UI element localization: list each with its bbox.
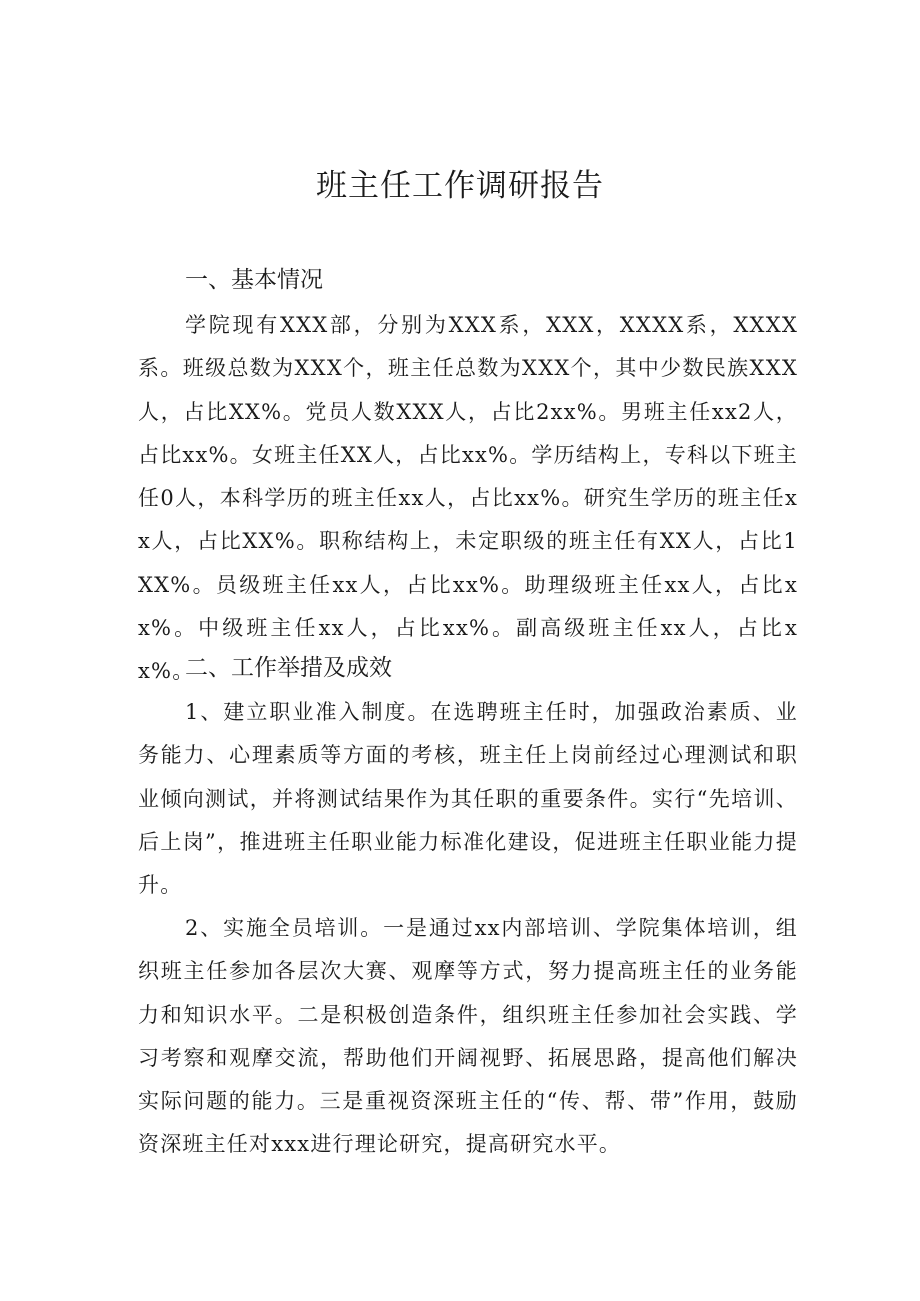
- section-heading-measures: 二、工作举措及成效: [185, 655, 392, 681]
- paragraph-full-staff-training: 2、实施全员培训。一是通过xx内部培训、学院集体培训，组织班主任参加各层次大赛、观摩等方式，努力提高班主任的业务能力和知识水平。二是积极创造条件，组织班主任参加社会实践、学习考察和观摩交流，帮助他们开阔视野、拓展思路，提高他们解决实际问题的能力。三是重视资深班主任的“传、帮、带”作用，鼓励资深班主任对xxx进行理论研究，提高研究水平。: [138, 916, 798, 1157]
- page-title: 班主任工作调研报告: [316, 168, 604, 204]
- section-heading-basic-situation: 一、基本情况: [185, 267, 323, 293]
- paragraph-basic-situation: 学院现有XXX部，分别为XXX系，XXX，XXXX系，XXXX系。班级总数为XXX个，班主任总数为XXX个，其中少数民族XXX人，占比XX%。党员人数XXX人，占比2xx%。男班主任xx2人，占比xx%。女班主任XX人，占比xx%。学历结构上，专科以下班主任0人，本科学历的班主任xx人，占比xx%。研究生学历的班主任xx人，占比XX%。职称结构上，未定职级的班主任有XX人，占比1XX%。员级班主任xx人，占比xx%。助理级班主任xx人，占比xx%。中级班主任xx人，占比xx%。副高级班主任xx人，占比xx%。: [138, 313, 799, 684]
- paragraph-career-access-system: 1、建立职业准入制度。在选聘班主任时，加强政治素质、业务能力、心理素质等方面的考核，班主任上岗前经过心理测试和职业倾向测试，并将测试结果作为其任职的重要条件。实行“先培训、后上岗”，推进班主任职业能力标准化建设，促进班主任职业能力提升。: [138, 700, 798, 898]
